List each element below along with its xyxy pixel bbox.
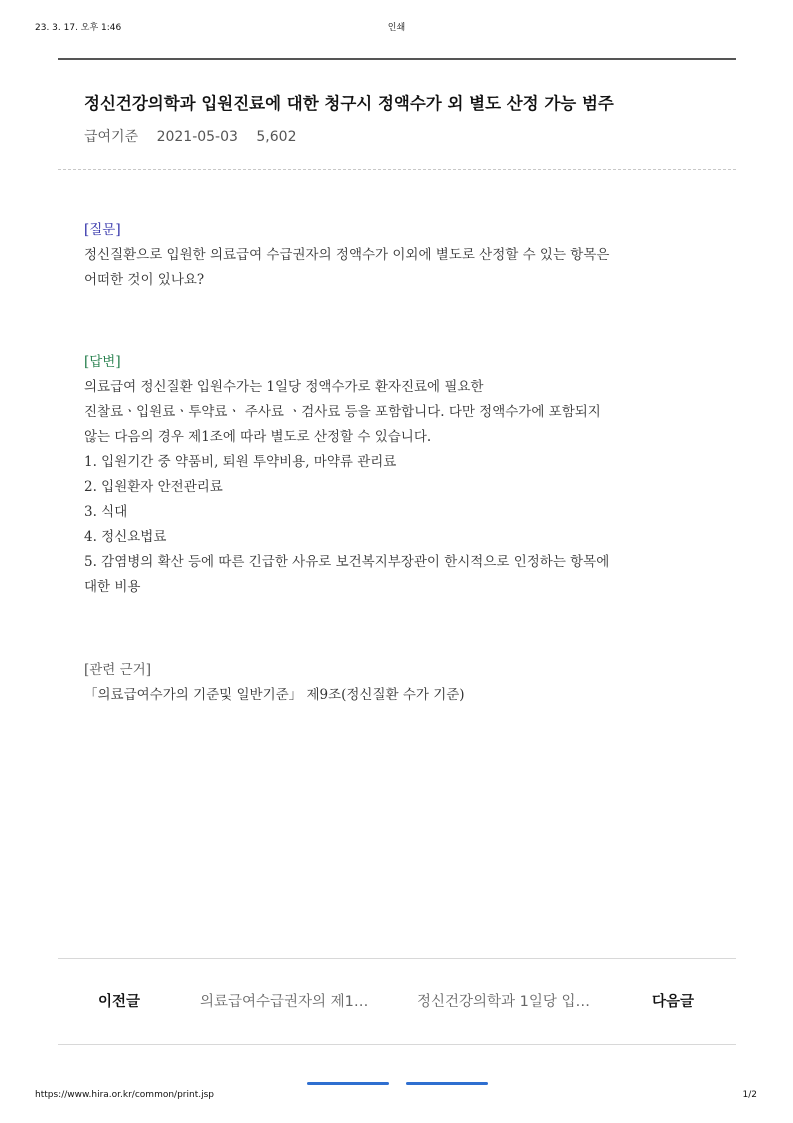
next-post-label[interactable]: 다음글 — [652, 994, 695, 1010]
print-page-title: 인쇄 — [387, 23, 406, 33]
article-title: 정신건강의학과 입원진료에 대한 청구시 정액수가 외 별도 산정 가능 범주 — [84, 94, 614, 113]
meta-divider — [58, 169, 736, 170]
nav-divider-top — [58, 958, 736, 959]
prev-post-link[interactable]: 의료급여수급권자의 제1… — [200, 994, 369, 1010]
question-line: 어떠한 것이 있나요? — [84, 272, 205, 288]
print-footer — [0, 1090, 793, 1104]
answer-line: 2. 입원환자 안전관리료 — [84, 479, 223, 495]
answer-line: 1. 입원기간 중 약품비, 퇴원 투약비용, 마약류 관리료 — [84, 454, 397, 470]
top-divider — [58, 58, 736, 60]
reference-label: [관련 근거] — [84, 662, 151, 678]
answer-line: 의료급여 정신질환 입원수가는 1일당 정액수가로 환자진료에 필요한 — [84, 379, 484, 395]
answer-label: [답변] — [84, 354, 121, 370]
answer-line: 3. 식대 — [84, 504, 128, 520]
article-meta — [84, 126, 310, 146]
nav-divider-bottom — [58, 1044, 736, 1045]
print-datetime: 23. 3. 17. 오후 1:46 — [35, 23, 122, 33]
answer-line: 4. 정신요법료 — [84, 529, 167, 545]
article-views: 5,602 — [256, 129, 297, 145]
question-label: [질문] — [84, 222, 121, 238]
print-page-number: 1/2 — [742, 1090, 757, 1100]
prev-post-label[interactable]: 이전글 — [98, 994, 141, 1010]
print-header — [0, 20, 793, 34]
article-date: 2021-05-03 — [156, 129, 238, 145]
article-body — [84, 218, 714, 708]
print-button[interactable] — [406, 1082, 488, 1085]
next-post-link[interactable]: 정신건강의학과 1일당 입… — [417, 994, 591, 1010]
answer-line: 대한 비용 — [84, 579, 141, 595]
print-url: https://www.hira.or.kr/common/print.jsp — [35, 1090, 214, 1100]
question-line: 정신질환으로 입원한 의료급여 수급권자의 정액수가 이외에 별도로 산정할 수 있는 항목은 — [84, 247, 610, 263]
answer-line: 진찰료ㆍ입원료ㆍ투약료ㆍ 주사료 ㆍ검사료 등을 포함합니다. 다만 정액수가에 포함되지 — [84, 404, 601, 420]
answer-line: 5. 감염병의 확산 등에 따른 긴급한 사유로 보건복지부장관이 한시적으로 인정하는 항목에 — [84, 554, 610, 570]
list-button[interactable] — [307, 1082, 389, 1085]
article-category: 급여기준 — [84, 129, 139, 145]
reference-text: 「의료급여수가의 기준및 일반기준」 제9조(정신질환 수가 기준) — [84, 687, 465, 703]
answer-line: 않는 다음의 경우 제1조에 따라 별도로 산정할 수 있습니다. — [84, 429, 432, 445]
